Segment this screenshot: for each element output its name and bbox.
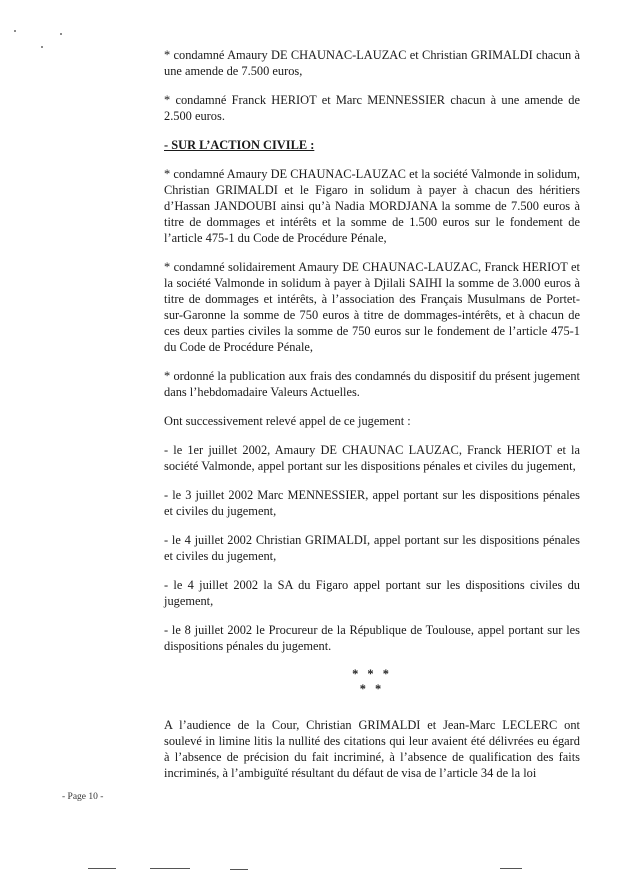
section-heading-civil: - SUR L’ACTION CIVILE : <box>164 138 315 152</box>
scan-edge-line <box>150 868 190 869</box>
scan-speck <box>14 30 16 32</box>
appeal-intro: Ont successivement relevé appel de ce jugement : <box>164 414 411 428</box>
closing-paragraph: A l’audience de la Cour, Christian GRIMALDI et Jean-Marc LECLERC ont soulevé in limine litis la nullité des citations qui leur avaient été délivrées eu égard à l’absence de précision du fait incriminé, à l’absence de qualification des faits incriminés, à l’ambiguïté résultant du défaut de visa de l’article 34 de la loi <box>164 718 580 780</box>
document-body <box>164 47 580 794</box>
appeal-item-3: - le 4 juillet 2002 Christian GRIMALDI, appel portant sur les dispositions pénales et civiles du jugement, <box>164 533 580 563</box>
appeal-item-2: - le 3 juillet 2002 Marc MENNESSIER, appel portant sur les dispositions pénales et civiles du jugement, <box>164 488 580 518</box>
appeal-item-4: - le 4 juillet 2002 la SA du Figaro appel portant sur les dispositions civiles du jugement, <box>164 578 580 608</box>
civil-paragraph-3: * ordonné la publication aux frais des condamnés du dispositif du présent jugement dans l’hebdomadaire Valeurs Actuelles. <box>164 369 580 399</box>
scan-speck <box>60 33 62 35</box>
civil-paragraph-2: * condamné solidairement Amaury DE CHAUNAC-LAUZAC, Franck HERIOT et la société Valmonde in solidum à payer à Djilali SAIHI la somme de 3.000 euros à titre de dommages et intérêts, à l’association des Français Musulmans de Portet-sur-Garonne la somme de 750 euros à titre de dommages-intérêts, et à chacun de ces deux parties civiles la somme de 750 euros sur le fondement de l’article 475-1 du Code de Procédure Pénale, <box>164 260 580 354</box>
scan-edge-line <box>88 868 116 869</box>
scan-edge-line <box>500 868 522 869</box>
section-separator-top: * * * <box>352 667 392 681</box>
appeal-item-1: - le 1er juillet 2002, Amaury DE CHAUNAC LAUZAC, Franck HERIOT et la société Valmonde, appel portant sur les dispositions pénales et civiles du jugement, <box>164 443 580 473</box>
scan-speck <box>41 46 43 48</box>
scan-edge-line <box>230 869 248 870</box>
section-separator-bottom: * * <box>359 682 385 696</box>
civil-paragraph-1: * condamné Amaury DE CHAUNAC-LAUZAC et la société Valmonde in solidum, Christian GRIMALDI et le Figaro in solidum à payer à chacun des héritiers d’Hassan JANDOUBI ainsi qu’à Nadia MORDJANA la somme de 7.500 euros à titre de dommages et intérêts et la somme de 1.500 euros sur le fondement de l’article 475-1 du Code de Procédure Pénale, <box>164 167 580 245</box>
appeal-item-5: - le 8 juillet 2002 le Procureur de la République de Toulouse, appel portant sur les dispositions pénales du jugement. <box>164 623 580 653</box>
penal-paragraph-1: * condamné Amaury DE CHAUNAC-LAUZAC et Christian GRIMALDI chacun à une amende de 7.500 euros, <box>164 48 580 78</box>
page-number: - Page 10 - <box>62 792 104 802</box>
penal-paragraph-2: * condamné Franck HERIOT et Marc MENNESSIER chacun à une amende de 2.500 euros. <box>164 93 580 123</box>
